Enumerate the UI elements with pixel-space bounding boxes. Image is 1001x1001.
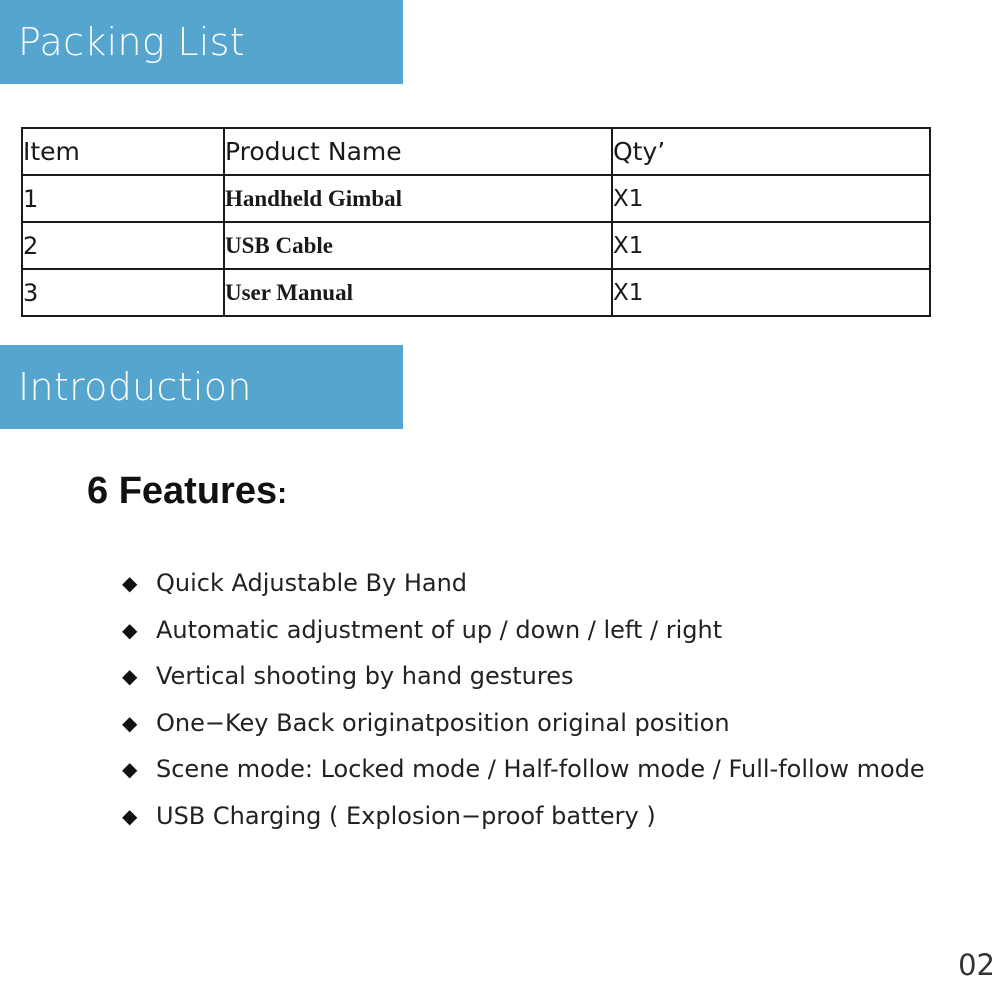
header-item: Item	[22, 128, 224, 175]
feature-text: Vertical shooting by hand gestures	[156, 662, 574, 691]
features-heading	[87, 470, 287, 513]
header-product-name: Product Name	[224, 128, 612, 175]
row-item-number: 1	[22, 175, 224, 222]
diamond-bullet-icon: ◆	[122, 617, 138, 642]
packing-list-banner: Packing List	[0, 0, 403, 84]
row-item-number: 2	[22, 222, 224, 269]
feature-text: Quick Adjustable By Hand	[156, 569, 468, 598]
feature-text: USB Charging ( Explosion−proof battery )	[156, 801, 656, 830]
row-qty: X1	[612, 175, 930, 222]
diamond-bullet-icon: ◆	[122, 664, 138, 689]
table-row	[22, 269, 930, 316]
list-item	[122, 793, 925, 840]
row-product-name: USB Cable	[224, 222, 612, 269]
diamond-bullet-icon: ◆	[122, 571, 138, 596]
row-item-number: 3	[22, 269, 224, 316]
list-item	[122, 746, 925, 793]
diamond-bullet-icon: ◆	[122, 757, 138, 782]
row-product-name: Handheld Gimbal	[224, 175, 612, 222]
list-item	[122, 653, 925, 700]
introduction-banner: Introduction	[0, 345, 403, 429]
row-product-name: User Manual	[224, 269, 612, 316]
table-row	[22, 175, 930, 222]
feature-text: Automatic adjustment of up / down / left / right	[156, 615, 723, 644]
packing-list-table	[21, 127, 931, 317]
row-qty: X1	[612, 222, 930, 269]
header-qty: Qty’	[612, 128, 930, 175]
features-heading-text: 6 Features	[87, 470, 278, 512]
features-list	[122, 560, 925, 839]
row-qty: X1	[612, 269, 930, 316]
list-item	[122, 607, 925, 654]
table-row	[22, 222, 930, 269]
features-heading-colon: :	[277, 477, 288, 510]
table-header-row	[22, 128, 930, 175]
page-number: 02	[958, 948, 995, 982]
diamond-bullet-icon: ◆	[122, 803, 138, 828]
feature-text: One−Key Back originatposition original position	[156, 708, 730, 737]
list-item	[122, 700, 925, 747]
diamond-bullet-icon: ◆	[122, 710, 138, 735]
feature-text: Scene mode: Locked mode / Half-follow mode / Full-follow mode	[156, 755, 925, 784]
list-item	[122, 560, 925, 607]
